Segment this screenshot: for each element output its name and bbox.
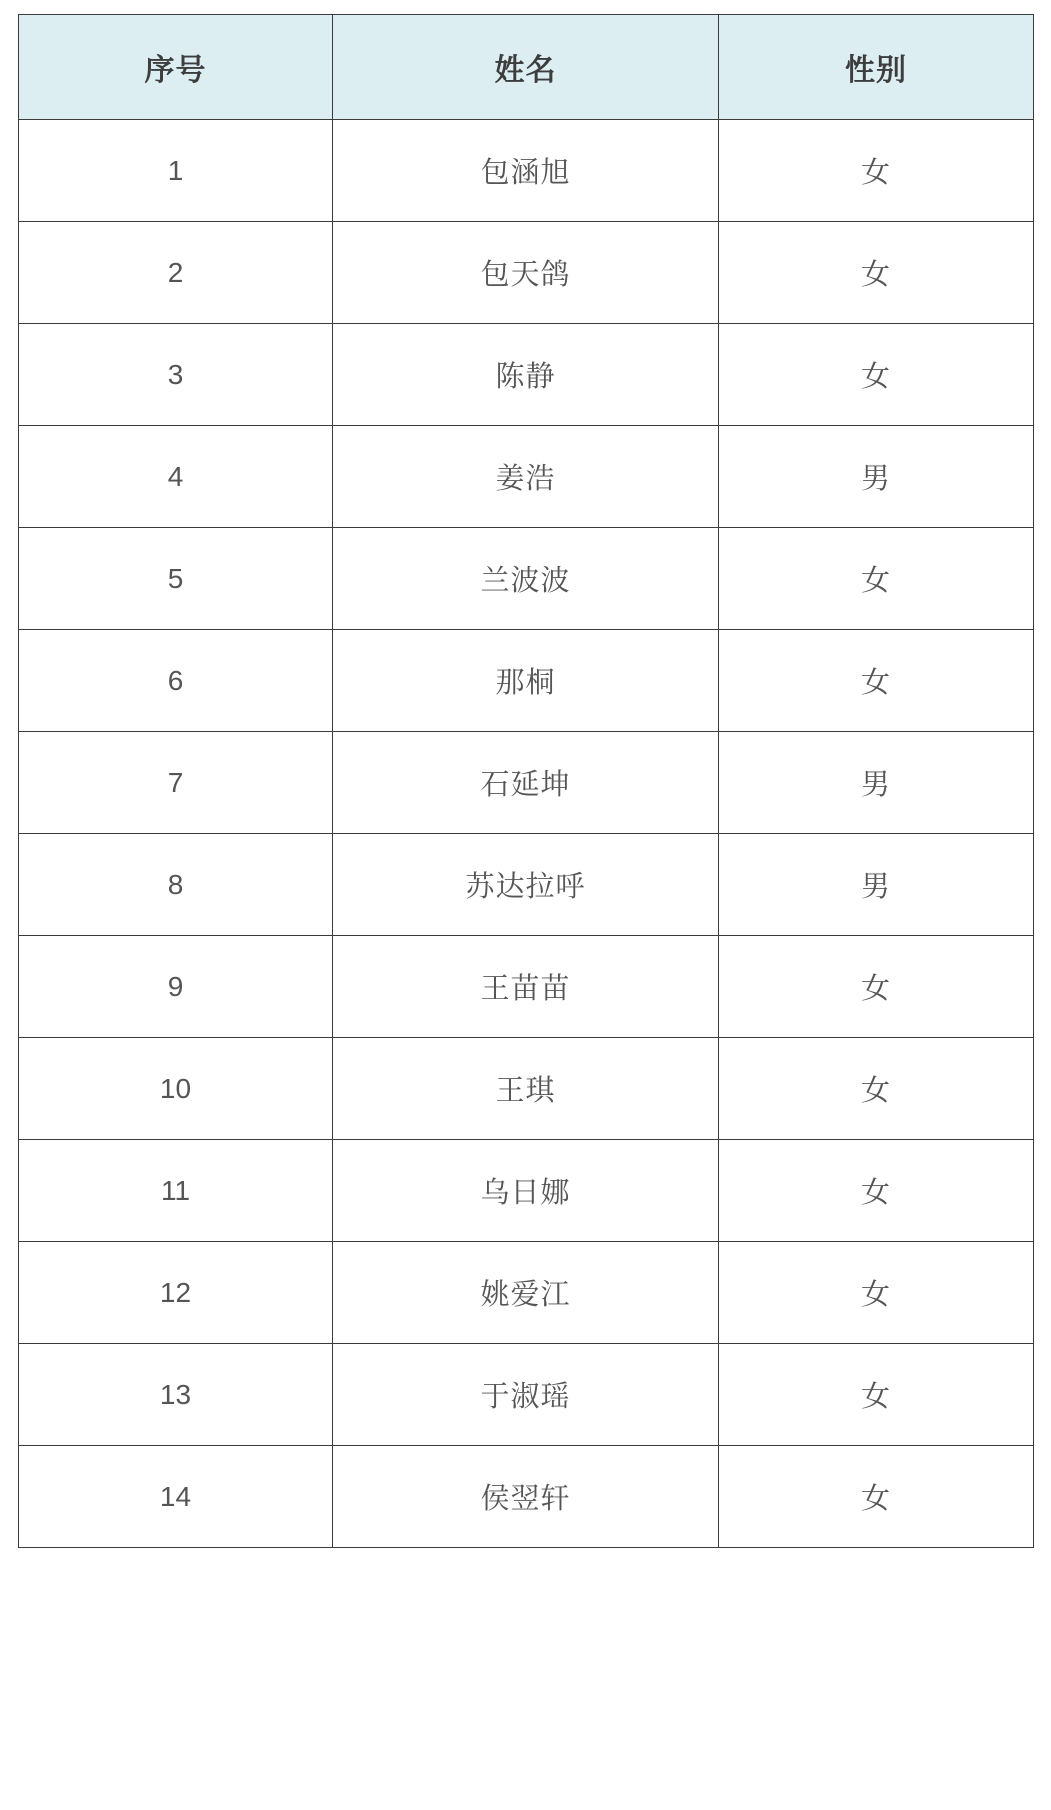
- cell-index: 3: [19, 324, 333, 426]
- cell-gender: 女: [719, 1242, 1034, 1344]
- cell-index: 8: [19, 834, 333, 936]
- cell-name: 那桐: [333, 630, 719, 732]
- table-row: [19, 120, 1034, 222]
- cell-gender: 女: [719, 1446, 1034, 1548]
- cell-gender: 女: [719, 1344, 1034, 1446]
- cell-name: 陈静: [333, 324, 719, 426]
- cell-name: 包天鸽: [333, 222, 719, 324]
- cell-gender: 女: [719, 528, 1034, 630]
- cell-name: 包涵旭: [333, 120, 719, 222]
- column-header-index: 序号: [19, 15, 333, 120]
- cell-gender: 男: [719, 732, 1034, 834]
- cell-index: 6: [19, 630, 333, 732]
- cell-gender: 女: [719, 324, 1034, 426]
- table-row: [19, 528, 1034, 630]
- table-row: [19, 1344, 1034, 1446]
- cell-name: 苏达拉呼: [333, 834, 719, 936]
- cell-gender: 女: [719, 120, 1034, 222]
- cell-name: 石延坤: [333, 732, 719, 834]
- cell-gender: 女: [719, 936, 1034, 1038]
- cell-name: 乌日娜: [333, 1140, 719, 1242]
- cell-index: 11: [19, 1140, 333, 1242]
- table-row: [19, 834, 1034, 936]
- cell-index: 12: [19, 1242, 333, 1344]
- column-header-name: 姓名: [333, 15, 719, 120]
- cell-name: 姚爱江: [333, 1242, 719, 1344]
- cell-name: 王苗苗: [333, 936, 719, 1038]
- table-row: [19, 1242, 1034, 1344]
- cell-gender: 男: [719, 426, 1034, 528]
- cell-index: 4: [19, 426, 333, 528]
- cell-name: 王琪: [333, 1038, 719, 1140]
- table-header: [19, 15, 1034, 120]
- table-row: [19, 732, 1034, 834]
- table-row: [19, 1446, 1034, 1548]
- table-row: [19, 936, 1034, 1038]
- cell-index: 9: [19, 936, 333, 1038]
- cell-gender: 女: [719, 1140, 1034, 1242]
- table-header-row: [19, 15, 1034, 120]
- cell-gender: 女: [719, 1038, 1034, 1140]
- table-row: [19, 1140, 1034, 1242]
- cell-name: 姜浩: [333, 426, 719, 528]
- table-row: [19, 1038, 1034, 1140]
- cell-index: 10: [19, 1038, 333, 1140]
- table-body: [19, 120, 1034, 1548]
- table-row: [19, 630, 1034, 732]
- cell-index: 2: [19, 222, 333, 324]
- cell-index: 14: [19, 1446, 333, 1548]
- cell-name: 兰波波: [333, 528, 719, 630]
- roster-table: [18, 14, 1034, 1548]
- cell-index: 5: [19, 528, 333, 630]
- table-row: [19, 222, 1034, 324]
- cell-index: 7: [19, 732, 333, 834]
- table-row: [19, 324, 1034, 426]
- cell-gender: 女: [719, 630, 1034, 732]
- table-row: [19, 426, 1034, 528]
- cell-index: 13: [19, 1344, 333, 1446]
- cell-name: 侯翌轩: [333, 1446, 719, 1548]
- cell-gender: 女: [719, 222, 1034, 324]
- cell-index: 1: [19, 120, 333, 222]
- cell-gender: 男: [719, 834, 1034, 936]
- cell-name: 于淑瑶: [333, 1344, 719, 1446]
- column-header-gender: 性别: [719, 15, 1034, 120]
